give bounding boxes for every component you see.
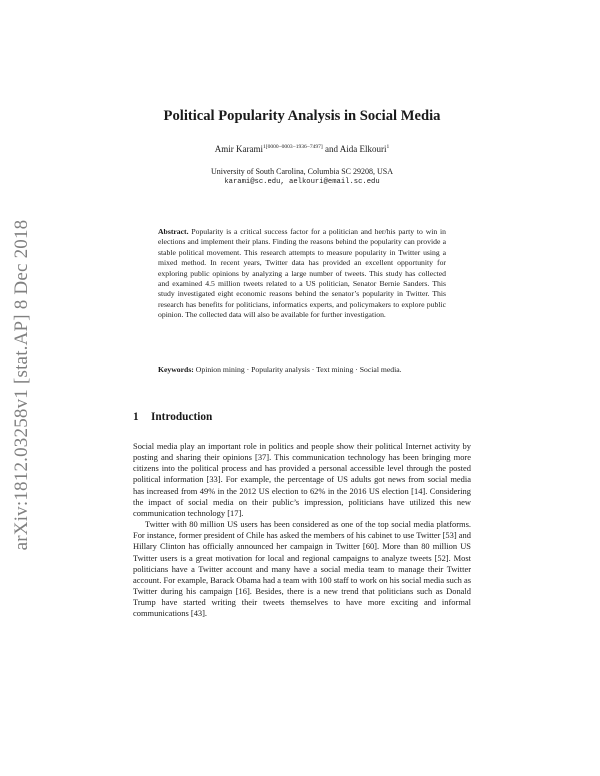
author-list [133,144,471,154]
author-connector: and [322,144,340,154]
author-name: Aida Elkouri [339,144,387,154]
section-title: Introduction [151,411,213,423]
arxiv-sidebar [4,205,40,565]
affiliation: University of South Carolina, Columbia SC 29208, USA [211,167,393,176]
abstract-label: Abstract. [158,227,189,236]
paragraph: Social media play an important role in politics and people show their political Internet activity by posting and sharing their opinions [37]. This communication technology has been bringing more citizens into the political process and has provided a personal accessible level through the posted political information [33]. For example, the percentage of US adults got news from social media has increased from 49% in the 2012 US election to 62% in the 2016 US election [14]. Considering the impact of social media on their public’s impression, politicians have utilized this new communication technology [17]. [133,441,471,518]
paper-title: Political Popularity Analysis in Social Media [163,108,441,124]
section-heading [133,411,471,423]
section-number: 1 [133,411,139,423]
paragraph: Twitter with 80 million US users has been considered as one of the top social media platforms. For instance, former president of Chile has asked the members of his cabinet to use Twitter [53] and Hillary Clinton has officially announced her campaign in Twitter [60]. More than 80 million US Twitter users is a great motivation for local and regional campaigns to analyze tweets [52]. Most politicians have a Twitter account and many have a social media team to manage their Twitter account. For example, Barack Obama had a team with 100 staff to work on his social media such as Twitter during his campaign [16]. Besides, there is a new trend that politicians such as Donald Trump have started writing their tweets themselves to have more exciting and informal communications [43]. [133,519,471,619]
arxiv-identifier: arXiv:1812.03258v1 [stat.AP] 8 Dec 2018 [11,219,32,551]
keywords [158,365,446,375]
abstract-text: Popularity is a critical success factor for a politician and her/his party to win in elections and implement their plans. Finding the reasons behind the popularity can provide a stable political movement. This research attempts to measure popularity in Twitter using a mixed method. In recent years, Twitter data has provided an excellent opportunity for exploring public opinions by analyzing a large number of tweets. This study has collected and examined 4.5 million tweets related to a US politician, Senator Bernie Sanders. This study investigated eight economic reasons behind the senator’s popularity in Twitter. This research has benefits for politicians, informatics experts, and policymakers to explore public opinion. The collected data will also be available for further investigation. [158,227,446,320]
author-name: Amir Karami [214,144,263,154]
affiliation-block [133,166,471,188]
keywords-label: Keywords: [158,365,194,374]
keywords-text: Opinion mining · Popularity analysis · Text mining · Social media. [193,365,402,374]
author-emails: karami@sc.edu, aelkouri@email.sc.edu [224,178,380,186]
author-affiliation-mark: 1 [386,144,390,150]
section-body [133,441,471,620]
abstract [158,227,446,321]
author-orcid: 1[0000−0003−1936−7497] [263,144,323,150]
